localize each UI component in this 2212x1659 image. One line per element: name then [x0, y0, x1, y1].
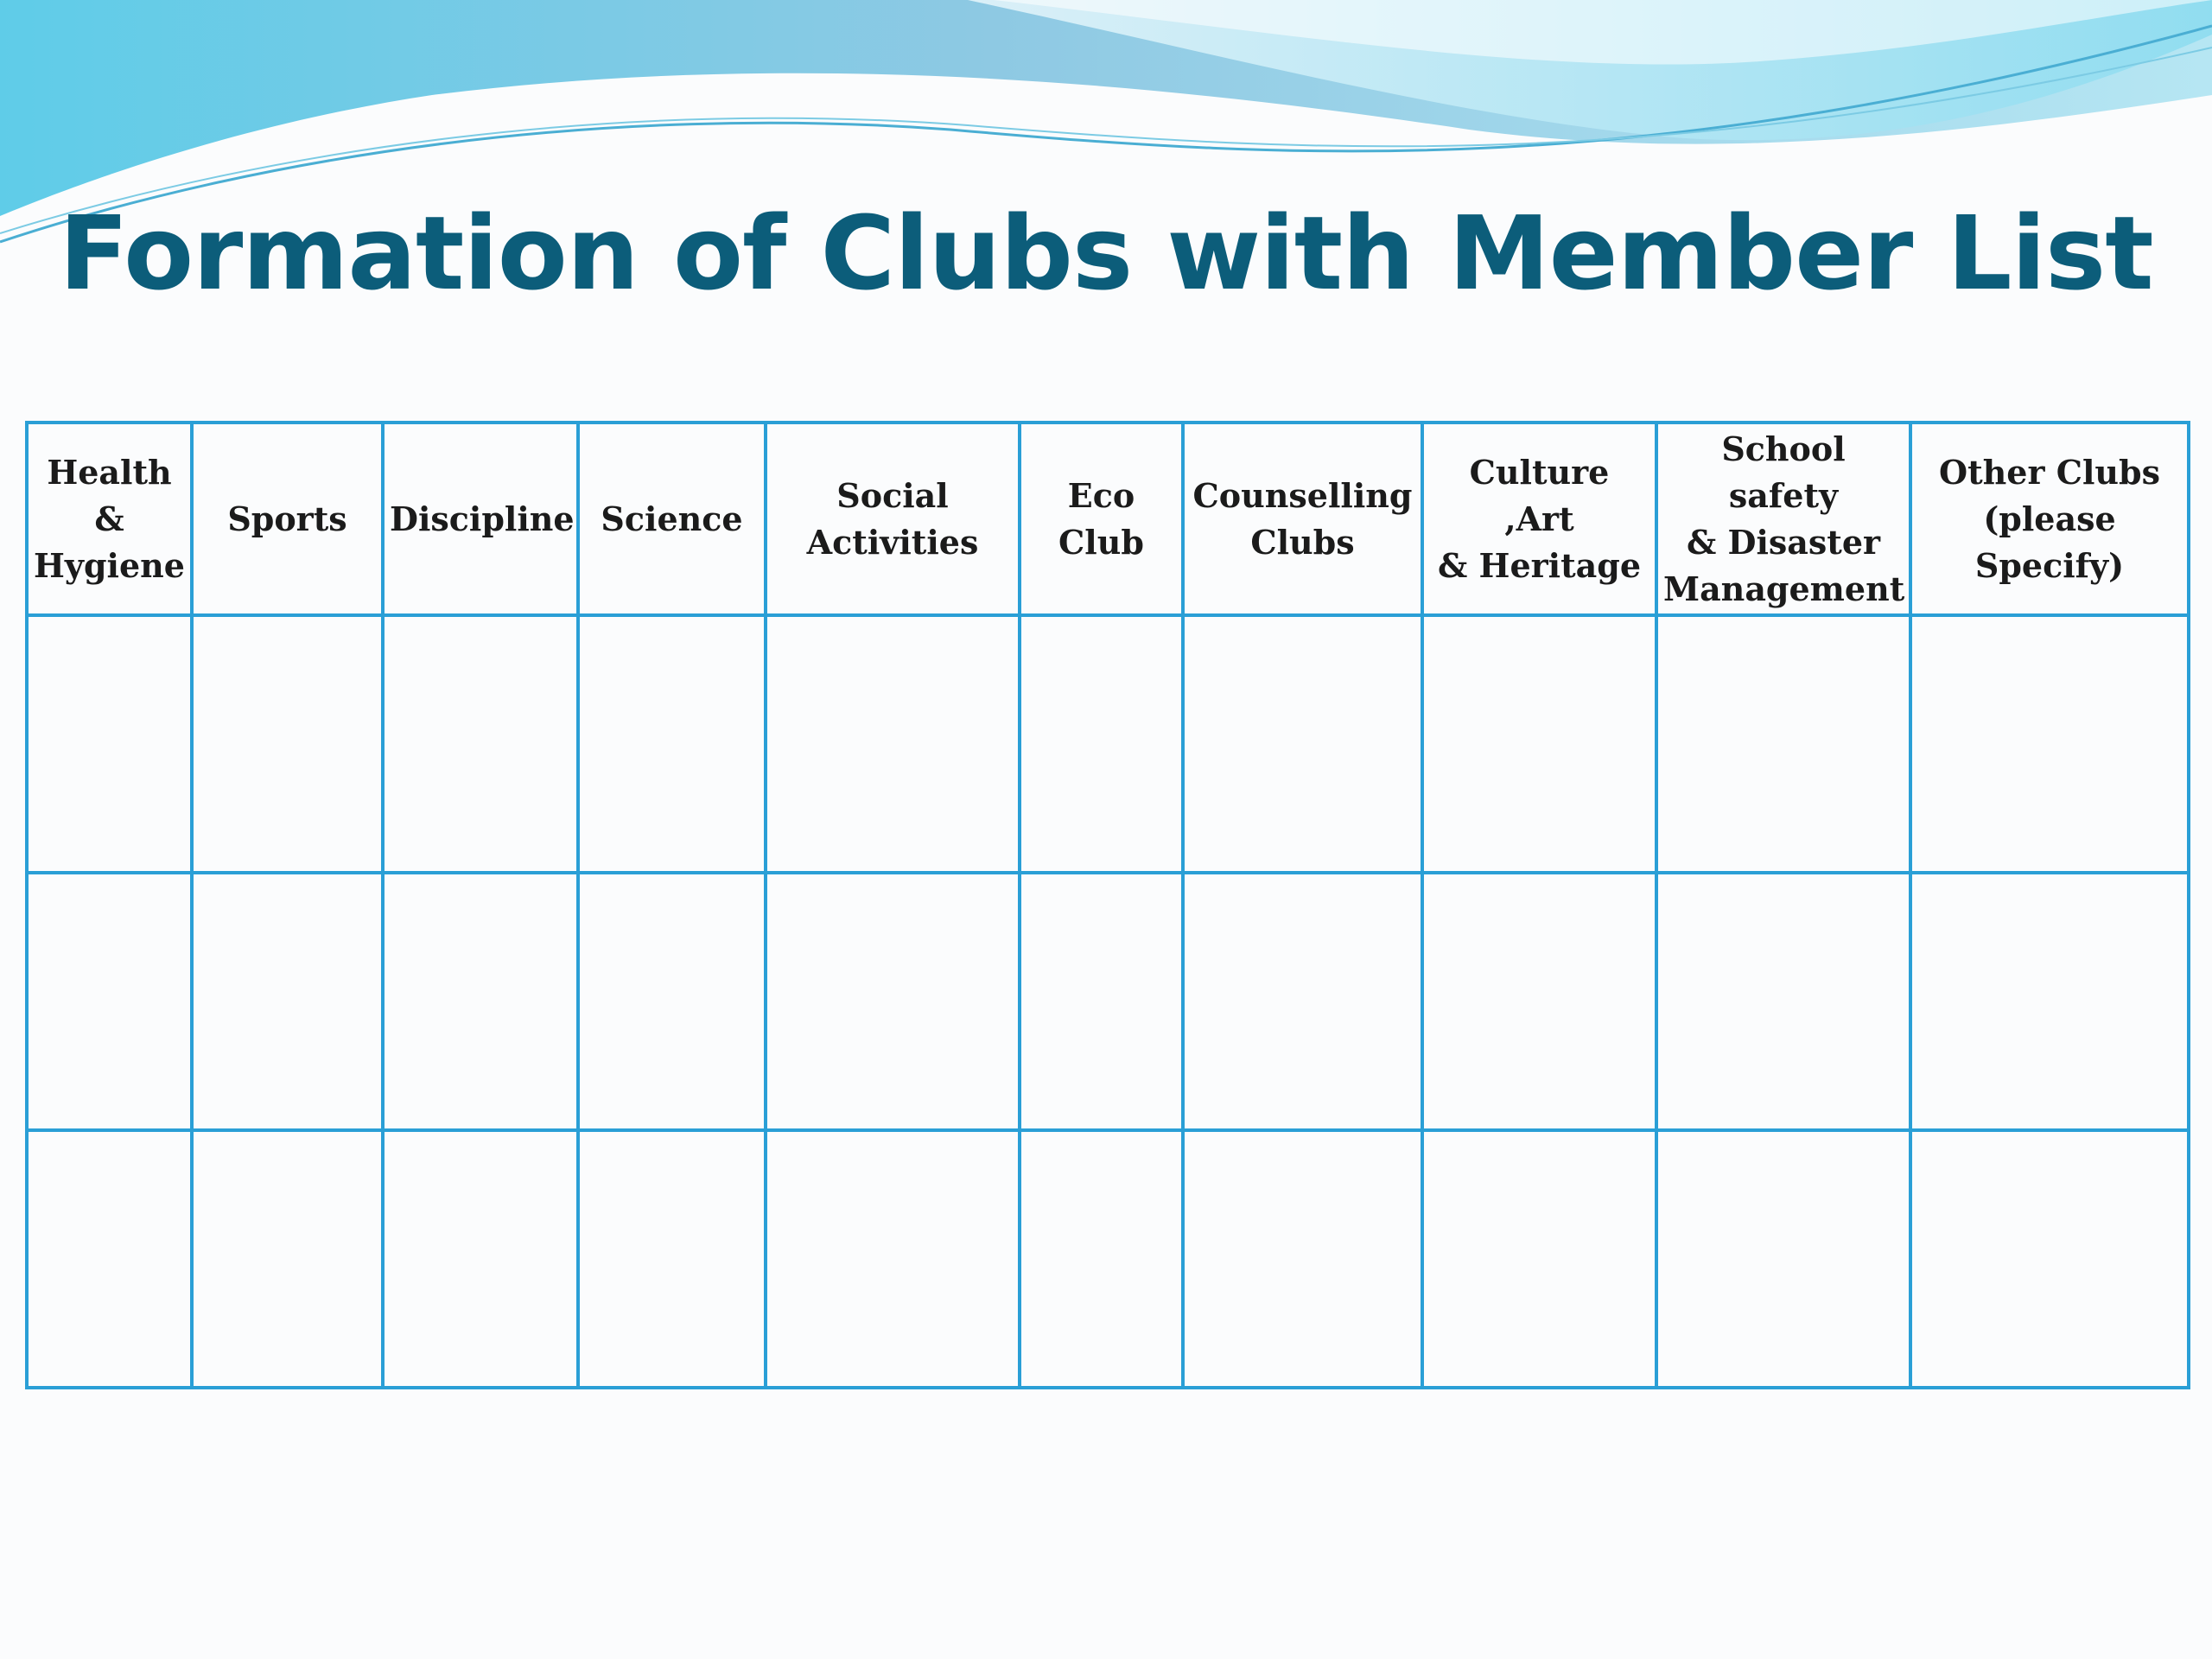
table-cell[interactable]	[1183, 873, 1422, 1130]
table-cell[interactable]	[1910, 873, 2189, 1130]
header-sports: Sports	[192, 423, 383, 615]
header-science: Science	[578, 423, 766, 615]
header-social-activities: Social Activities	[766, 423, 1020, 615]
table-cell[interactable]	[192, 1130, 383, 1388]
clubs-member-table	[25, 421, 2190, 1389]
table-cell[interactable]	[578, 873, 766, 1130]
table-cell[interactable]	[383, 1130, 578, 1388]
slide-title: Formation of Clubs with Member List	[59, 194, 2153, 313]
table-cell[interactable]	[1910, 1130, 2189, 1388]
table-row	[27, 1130, 2189, 1388]
table-cell[interactable]	[578, 1130, 766, 1388]
header-other-clubs: Other Clubs (please Specify)	[1910, 423, 2189, 615]
table-cell[interactable]	[766, 1130, 1020, 1388]
table-cell[interactable]	[1183, 1130, 1422, 1388]
table-cell[interactable]	[1656, 873, 1910, 1130]
table-cell[interactable]	[192, 873, 383, 1130]
table-row	[27, 873, 2189, 1130]
table-cell[interactable]	[1656, 615, 1910, 873]
table-cell[interactable]	[1422, 615, 1656, 873]
table-cell[interactable]	[1020, 615, 1183, 873]
table-row	[27, 615, 2189, 873]
header-discipline: Discipline	[383, 423, 578, 615]
table-cell[interactable]	[766, 873, 1020, 1130]
table-header-row	[27, 423, 2189, 615]
header-culture-art-heritage: Culture ,Art & Heritage	[1422, 423, 1656, 615]
table-cell[interactable]	[1422, 873, 1656, 1130]
header-eco-club: Eco Club	[1020, 423, 1183, 615]
table-cell[interactable]	[27, 615, 192, 873]
header-school-safety-disaster-management: School safety & Disaster Management	[1656, 423, 1910, 615]
table-cell[interactable]	[1020, 1130, 1183, 1388]
table-cell[interactable]	[383, 873, 578, 1130]
table-cell[interactable]	[27, 1130, 192, 1388]
table-cell[interactable]	[27, 873, 192, 1130]
table-cell[interactable]	[578, 615, 766, 873]
table-cell[interactable]	[1656, 1130, 1910, 1388]
table-cell[interactable]	[1020, 873, 1183, 1130]
table-cell[interactable]	[766, 615, 1020, 873]
table-cell[interactable]	[1910, 615, 2189, 873]
table-cell[interactable]	[383, 615, 578, 873]
header-counselling-clubs: Counselling Clubs	[1183, 423, 1422, 615]
table-cell[interactable]	[1183, 615, 1422, 873]
table-cell[interactable]	[1422, 1130, 1656, 1388]
table-cell[interactable]	[192, 615, 383, 873]
header-health-hygiene: Health & Hygiene	[27, 423, 192, 615]
